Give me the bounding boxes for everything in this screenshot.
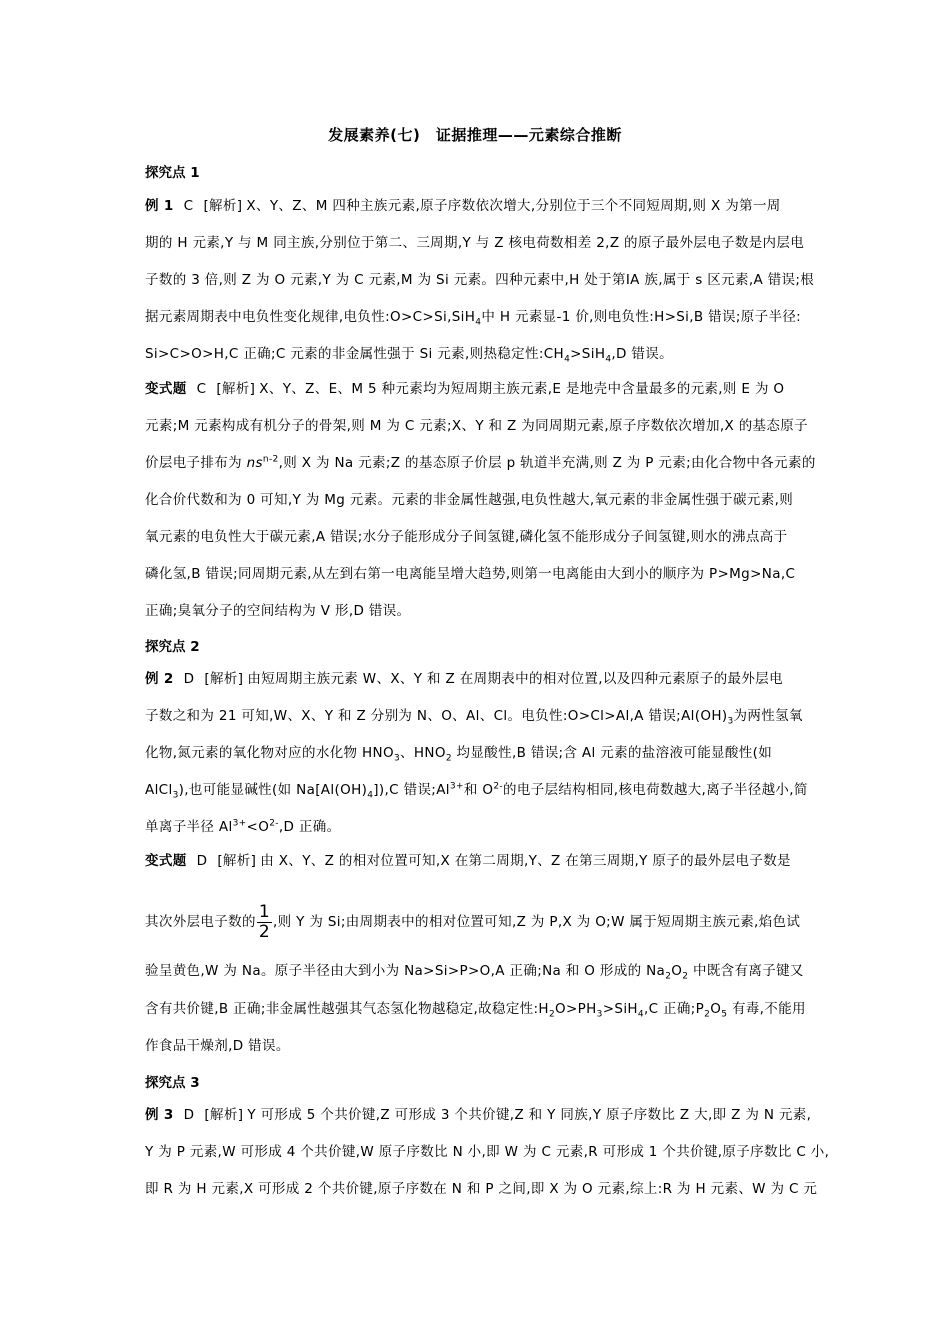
- example-2-line-2: [145, 706, 810, 726]
- answer: D: [196, 853, 208, 869]
- example-1-line-3: 子数的 3 倍,则 Z 为 O 元素,Y 为 C 元素,M 为 Si 元素。四种元素中,H 处于第ⅠA 族,属于 s 区元素,A 错误;根: [145, 272, 815, 288]
- text: >SiH: [570, 346, 606, 362]
- text: ]),C 错误;Al: [373, 782, 450, 798]
- example-label: 例 2: [145, 671, 174, 687]
- example-2-line-5: [145, 817, 810, 837]
- section-heading-2: 探究点 2: [145, 639, 200, 655]
- variant-2-line-1: [145, 851, 810, 871]
- variant-1-line-3: [145, 453, 816, 473]
- fraction-numerator: 1: [258, 901, 270, 922]
- superscript: n-2: [262, 454, 279, 465]
- text: 均显酸性,B 错误;含 Al 元素的盐溶液可能显酸性(如: [451, 745, 773, 761]
- text: X、Y、Z、M 四种主族元素,原子序数依次增大,分别位于三个不同短周期,则 X 为第一周: [246, 198, 781, 214]
- analysis-tag: [解析]: [203, 198, 243, 214]
- subscript: 2: [665, 971, 672, 982]
- text: 化物,氮元素的氧化物对应的水化物 HNO: [145, 745, 394, 761]
- text: ),也可能显碱性(如 Na[Al(OH): [178, 782, 368, 798]
- section-heading-3: 探究点 3: [145, 1075, 200, 1091]
- subscript: 4: [605, 354, 612, 365]
- subscript: 5: [721, 1009, 728, 1020]
- subscript: 2: [682, 971, 689, 982]
- variant-1-line-5: 氧元素的电负性大于碳元素,A 错误;水分子能形成分子间氢键,磷化氢不能形成分子间氢键,则水的沸点高于: [145, 529, 788, 545]
- text: 中既含有离子键又: [688, 963, 804, 979]
- subscript: 4: [475, 317, 482, 328]
- example-3-line-1: [145, 1105, 810, 1125]
- example-2-line-1: [145, 669, 810, 689]
- text: 为两性氢氧: [733, 708, 803, 724]
- text: 价层电子排布为: [145, 455, 247, 471]
- variant-2-line-5: 作食品干燥剂,D 错误。: [145, 1038, 290, 1054]
- example-1-line-2: 期的 H 元素,Y 与 M 同主族,分别位于第二、三周期,Y 与 Z 核电荷数相差 2,Z 的原子最外层电子数是内层电: [145, 235, 805, 251]
- text: 单离子半径 Al: [145, 819, 233, 835]
- text: 子数之和为 21 可知,W、X、Y 和 Z 分别为 N、O、Al、Cl。电负性:O>Cl>Al,A 错误;Al(OH): [145, 708, 728, 724]
- superscript: 3+: [232, 818, 247, 829]
- text: 验呈黄色,W 为 Na。原子半径由大到小为 Na>Si>P>O,A 正确;Na 和 O 形成的 Na: [145, 963, 666, 979]
- example-1-line-4: [145, 307, 810, 327]
- subscript: 2: [548, 1009, 556, 1020]
- text: Si>C>O>H,C 正确;C 元素的非金属性强于 Si 元素,则热稳定性:CH: [145, 346, 565, 362]
- text: 据元素周期表中电负性变化规律,电负性:O>C>Si,SiH: [145, 309, 476, 325]
- subscript: 3: [172, 790, 179, 801]
- text: 含有共价键,B 正确;非金属性越强其气态氢化物越稳定,故稳定性:H: [145, 1001, 549, 1017]
- analysis-tag: [解析]: [204, 1107, 244, 1123]
- text: O: [710, 1001, 722, 1017]
- superscript: 2-: [493, 781, 503, 792]
- example-1-line-1: [145, 196, 810, 216]
- text: O: [671, 963, 683, 979]
- variant-1-line-2: 元素;M 元素构成有机分子的骨架,则 M 为 C 元素;X、Y 和 Z 为同周期元素,原子序数依次增加,X 的基态原子: [145, 418, 808, 434]
- variant-label: 变式题: [145, 381, 187, 397]
- subscript: 4: [637, 1009, 644, 1020]
- analysis-tag: [解析]: [217, 853, 257, 869]
- fraction-one-half: [257, 903, 272, 942]
- example-label: 例 3: [145, 1107, 174, 1123]
- answer: D: [183, 671, 195, 687]
- subscript: 3: [393, 753, 401, 764]
- example-2-line-3: [145, 743, 810, 763]
- answer: D: [183, 1107, 195, 1123]
- text: ,则 Y 为 Si;由周期表中的相对位置可知,Z 为 P,X 为 O;W 属于短周期主族元素,焰色试: [272, 914, 801, 930]
- text: ns: [246, 455, 263, 471]
- variant-2-line-2: [145, 900, 810, 944]
- text: 和 O: [463, 782, 494, 798]
- subscript: 2: [704, 1009, 711, 1020]
- example-1-line-5: [145, 344, 810, 364]
- analysis-tag: [解析]: [216, 381, 256, 397]
- text: ,C 正确;P: [644, 1001, 705, 1017]
- subscript: 2: [445, 753, 452, 764]
- answer: C: [183, 198, 194, 214]
- variant-1-line-7: 正确;臭氧分子的空间结构为 V 形,D 错误。: [145, 603, 411, 619]
- text: AlCl: [145, 782, 173, 798]
- text: 由 X、Y、Z 的相对位置可知,X 在第二周期,Y、Z 在第三周期,Y 原子的最外层电子数是: [260, 853, 791, 869]
- text: O>PH: [555, 1001, 597, 1017]
- text: 中 H 元素显-1 价,则电负性:H>Si,B 错误;原子半径:: [481, 309, 802, 325]
- example-label: 例 1: [145, 198, 174, 214]
- variant-2-line-4: [145, 999, 810, 1019]
- variant-label: 变式题: [145, 853, 187, 869]
- page-title: 发展素养(七) 证据推理——元素综合推断: [328, 126, 622, 144]
- subscript: 3: [727, 716, 734, 727]
- variant-1-line-6: 磷化氢,B 错误;同周期元素,从左到右第一电离能呈增大趋势,则第一电离能由大到小的顺序为 P>Mg>Na,C: [145, 566, 796, 582]
- text: >SiH: [602, 1001, 638, 1017]
- fraction-denominator: 2: [258, 921, 270, 942]
- variant-1-line-1: [145, 379, 810, 399]
- variant-1-line-4: 化合价代数和为 0 可知,Y 为 Mg 元素。元素的非金属性越强,电负性越大,氧元素的非金属性强于碳元素,则: [145, 492, 794, 508]
- text: <O: [246, 819, 270, 835]
- example-3-line-2: Y 为 P 元素,W 可形成 4 个共价键,W 原子序数比 N 小,即 W 为 C 元素,R 可形成 1 个共价键,原子序数比 C 小,: [145, 1144, 830, 1160]
- section-heading-1: 探究点 1: [145, 165, 200, 181]
- text: ,则 X 为 Na 元素;Z 的基态原子价层 p 轨道半充满,则 Z 为 P 元素;由化合物中各元素的: [278, 455, 816, 471]
- answer: C: [196, 381, 207, 397]
- text: Y 可形成 5 个共价键,Z 可形成 3 个共价键,Z 和 Y 同族,Y 原子序数比 Z 大,即 Z 为 N 元素,: [247, 1107, 812, 1123]
- text: 的电子层结构相同,核电荷数越大,离子半径越小,简: [503, 782, 808, 798]
- text: X、Y、Z、E、M 5 种元素均为短周期主族元素,E 是地壳中含量最多的元素,则 E 为 O: [259, 381, 785, 397]
- example-3-line-3: 即 R 为 H 元素,X 可形成 2 个共价键,原子序数在 N 和 P 之间,即 X 为 O 元素,综上:R 为 H 元素、W 为 C 元: [145, 1181, 818, 1197]
- text: 有毒,不能用: [727, 1001, 806, 1017]
- text: ,D 正确。: [278, 819, 341, 835]
- text: 、HNO: [400, 745, 446, 761]
- subscript: 3: [596, 1009, 603, 1020]
- subscript: 4: [367, 790, 374, 801]
- analysis-tag: [解析]: [204, 671, 244, 687]
- example-2-line-4: [145, 780, 810, 800]
- subscript: 4: [564, 354, 571, 365]
- text: 由短周期主族元素 W、X、Y 和 Z 在周期表中的相对位置,以及四种元素原子的最外层电: [247, 671, 783, 687]
- text: ,D 错误。: [611, 346, 673, 362]
- variant-2-line-3: [145, 961, 810, 981]
- superscript: 2-: [269, 818, 279, 829]
- superscript: 3+: [449, 781, 464, 792]
- text: 其次外层电子数的: [145, 914, 256, 930]
